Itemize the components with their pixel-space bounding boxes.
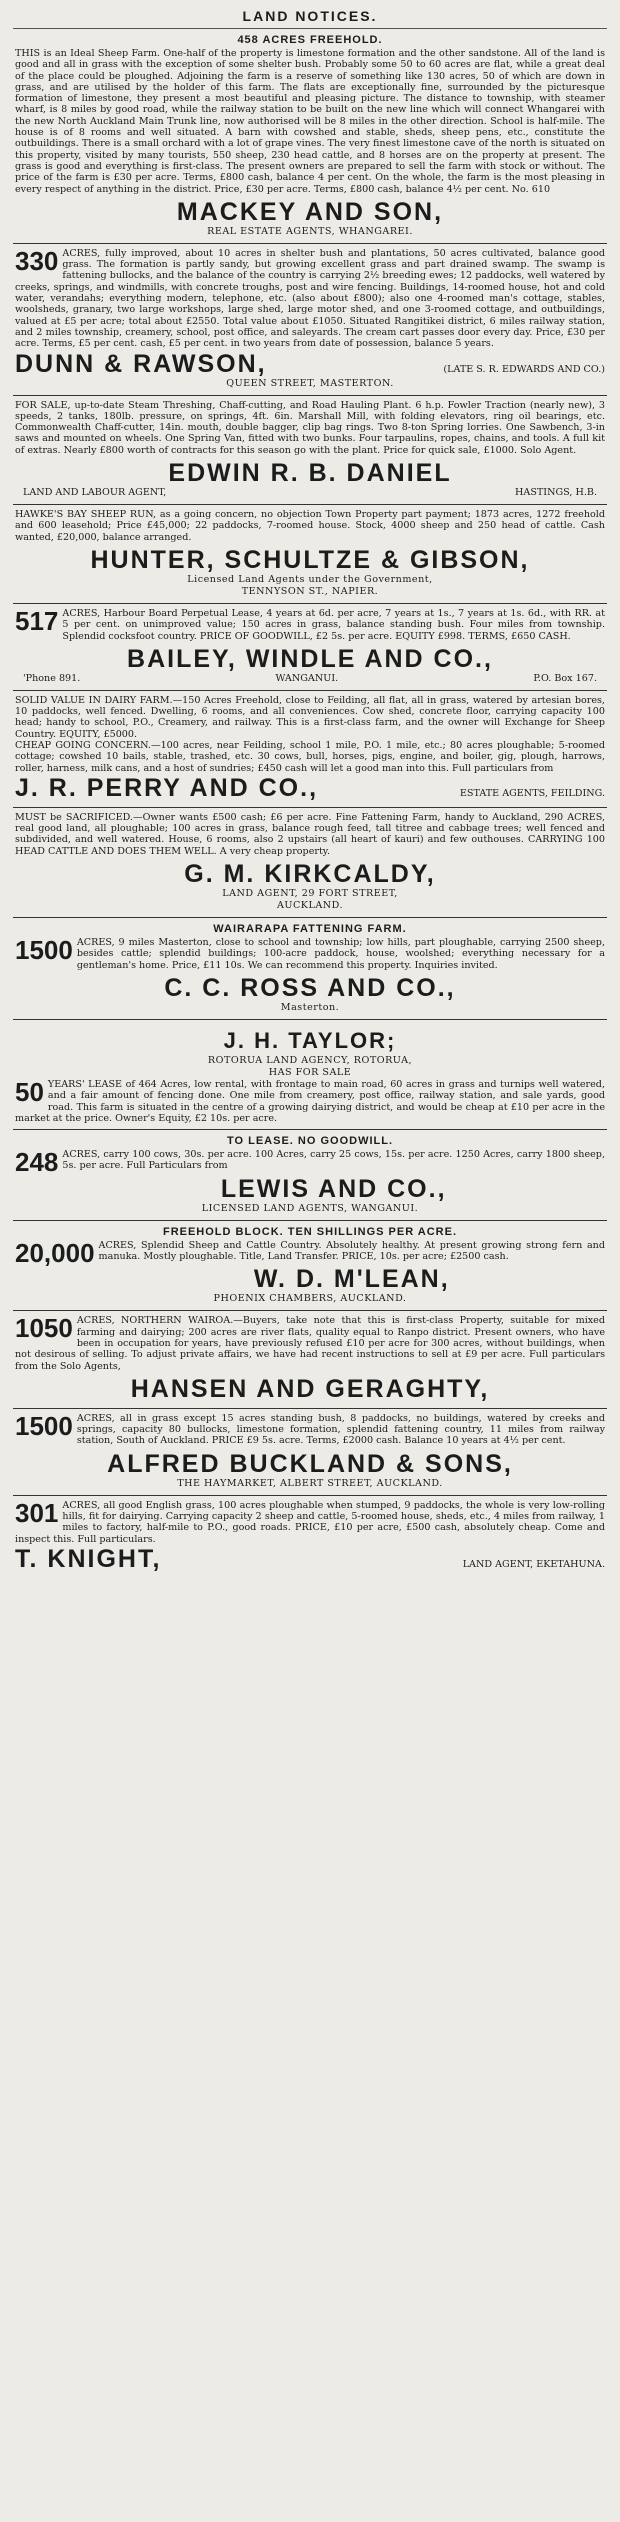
ad-subheading: FREEHOLD BLOCK. TEN SHILLINGS PER ACRE. — [162, 1225, 458, 1238]
agent-note: (LATE S. R. EDWARDS AND CO.) — [443, 363, 605, 375]
acreage-figure: 1050 — [15, 1313, 73, 1344]
land-ad — [13, 1130, 607, 1221]
land-ad — [13, 918, 607, 1020]
acreage-figure: 330 — [15, 245, 59, 276]
agent-box: P.O. Box 167. — [533, 672, 597, 684]
agent-name: LEWIS AND CO., — [220, 1174, 447, 1203]
agent-name: J. R. PERRY AND CO., — [15, 773, 319, 802]
ad-subheading: TO LEASE. NO GOODWILL. — [226, 1135, 394, 1148]
ad-body: ACRES, fully improved, about 10 acres in shelter bush and plantations, 50 acres cultivated, balance good grass. The formation is partly sandy, but growing excellent grass and part drained swamp. The swamp is fattening bullocks, and the balance of the country is carrying 2½ breeding ewes; 12 paddocks, well watered by creeks, springs, and windmills, with concrete troughs, post and wire fencing. Buildings, 14-roomed house, hot and cold water, verandahs; everything modern, telephone, etc. (also about £800); also one 4-roomed man's cottage, stables, woolsheds, granary, two large workshops, large shed, large motor shed, and one 3-roomed cottage, and outbuildings, valued at £5 per acre; total about £2550. Total value about £1050. Situated Rangitikei district, 6 miles railway station, and 2 miles township, creamery, school, post office, and saleyards. The cream cart passes door every day. Price, £30 per acre. Terms, £5 per cent. cash, £5 per cent. in two years from date of possession, balance 5 years. — [15, 247, 605, 350]
ad-body: ACRES, Splendid Sheep and Cattle Country. Absolutely healthy. At present growing strong fern and manuka. Mostly ploughable. Title, Land Transfer. PRICE, 10s. per acre; £2500 cash. — [98, 1239, 605, 1263]
land-ad — [13, 505, 607, 604]
land-ad — [13, 1409, 607, 1496]
agent-address: PHOENIX CHAMBERS, AUCKLAND. — [213, 1293, 407, 1305]
agent-name: DUNN & RAWSON, — [15, 349, 267, 378]
agent-name: HUNTER, SCHULTZE & GIBSON, — [90, 545, 530, 574]
acreage-figure: 20,000 — [15, 1237, 95, 1268]
acreage-figure: 301 — [15, 1497, 59, 1528]
agent-address: REAL ESTATE AGENTS, WHANGAREI. — [207, 225, 413, 237]
agent-location: HASTINGS, H.B. — [515, 487, 597, 499]
agent-license: Licensed Land Agents under the Government, — [187, 573, 433, 585]
acreage-figure: 248 — [15, 1147, 59, 1178]
ad-subheading: 458 ACRES FREEHOLD. — [237, 34, 383, 46]
land-ad — [13, 808, 607, 918]
newspaper-page — [9, 0, 611, 1578]
ad-body: THIS is an Ideal Sheep Farm. One-half of the property is limestone formation and the other sandstone. All of the land is good and all in grass with the exception of some shelter bush. Probably some 50 to 60 acres are flat, while a great deal of the place could be ploughed. Adjoining the farm is a reserve of something like 130 acres, 50 of which are down in grass, and are utilised by the holder of this farm. The flats are exceptionally fine, surrounded by the picturesque formation of limestone, they present a most beautiful and pleasing picture. The distance to township, with steamer wharf, is 8 miles by good road, while the railway station to be built on the new line which will connect Whangarei with the new North Auckland Main Trunk line, now authorised will be 8 miles in the other direction. School is half-mile. The house is of 8 rooms and well situated. A barn with cowshed and stable, sheds, sheep pens, etc., constitute the outbuildings. There is a small orchard with a lot of grape vines. The very finest limestone cave of the north is situated on this property, visited by many tourists, 550 sheep, 230 head cattle, and 8 horses are on the property at present. The grass is good and everything is first-class. The present owners are prepared to sell the farm with stock or without. The price of the farm is £30 per acre. Terms, £800 cash, balance 4 per cent. On the whole, the farm is the most pleasing in every respect of anything in the district. Price, £30 per acre. Terms, £800 cash, balance 4½ per cent. No. 610 — [15, 48, 605, 195]
land-ad — [13, 1311, 607, 1408]
ad-body: SOLID VALUE IN DAIRY FARM.—150 Acres Freehold, close to Feilding, all flat, all in grass, watered by artesian bores, 10 paddocks, well fenced. Dwelling, 6 rooms, and all conveniences. Cow shed, concrete floor, carrying capacity 100 head; handy to school, P.O., Creamery, and railway. This is a first-class farm, and the owner will Exchange for Sheep Country. EQUITY, £5000. — [15, 694, 605, 740]
land-ad — [13, 396, 607, 505]
agent-address: LAND AGENT, 29 FORT STREET, — [222, 888, 398, 900]
land-ad — [13, 1496, 607, 1578]
agent-name: W. D. M'LEAN, — [253, 1265, 450, 1294]
ad-body: ACRES, Harbour Board Perpetual Lease, 4 years at 6d. per acre, 7 years at 1s., 7 years at 1s. 6d., with RR. at 5 per cent. on unimproved value; 150 acres in grass, balance standing bush. Four miles from township. Splendid cocksfoot country. PRICE OF GOODWILL, £2 5s. per acre. EQUITY £998. TERMS, £650 CASH. — [62, 607, 605, 642]
agent-tagline: HAS FOR SALE — [268, 1066, 352, 1078]
land-ad — [13, 1020, 607, 1130]
ad-body: ACRES, carry 100 cows, 30s. per acre. 100 Acres, carry 25 cows, 15s. per acre. 1250 Acres, carry 1800 sheep, 5s. per acre. Full Particulars from — [62, 1149, 605, 1172]
land-ad — [13, 244, 607, 396]
ad-body: HAWKE'S BAY SHEEP RUN, as a going concern, no objection Town Property part payment; 1873 acres, 1272 freehold and 600 leasehold; Price £45,000; 22 paddocks, 7-roomed house. Stock, 4000 sheep and 250 head of cattle. Cash wanted, £20,000, balance arranged. — [15, 509, 605, 543]
agent-name: BAILEY, WINDLE AND CO., — [127, 644, 493, 673]
agent-name: EDWIN R. B. DANIEL — [168, 459, 452, 488]
agent-address: THE HAYMARKET, ALBERT STREET, AUCKLAND. — [177, 1477, 443, 1489]
agent-address: QUEEN STREET, MASTERTON. — [226, 377, 394, 389]
agent-name: MACKEY AND SON, — [176, 197, 444, 226]
ad-body-second: CHEAP GOING CONCERN.—100 acres, near Feilding, school 1 mile, P.O. 1 mile, etc.; 80 acres ploughable; 5-roomed cottage; cowshed 10 bails, stable, trashed, etc. 30 cows, bull, horses, pigs, engine, and boiler, gig, plough, harrows, roller, harness, milk cans, and a host of sundries; £450 cash will let a good man into this. Full particulars from — [15, 739, 605, 774]
ad-body: ACRES, all good English grass, 100 acres ploughable when stumped, 9 paddocks, the whole is very low-rolling hills, fit for dairying. Carrying capacity 2 sheep and cattle, 5-roomed house, sheds, etc., 4 miles from railway, 1 miles to factory, half-mile to P.O., good roads. PRICE, £10 per acre, £500 cash, absolutely cheap. Come and inspect this. Full particulars. — [15, 1499, 605, 1545]
ad-body: ACRES, 9 miles Masterton, close to school and township; low hills, part ploughable, carrying 2500 sheep, besides cattle; splendid buildings; 100-acre paddock, house, woolshed; everything necessary for a gentleman's home. Price, £11 10s. We can recommend this property. Inquiries invited. — [76, 937, 605, 971]
agent-address: ROTORUA LAND AGENCY, ROTORUA, — [207, 1054, 413, 1066]
agent-name: ALFRED BUCKLAND & SONS, — [107, 1449, 513, 1478]
agent-name: C. C. ROSS AND CO., — [164, 973, 456, 1002]
agent-name: G. M. KIRKCALDY, — [184, 860, 436, 889]
agent-title: LAND AND LABOUR AGENT, — [23, 487, 167, 499]
agent-city: AUCKLAND. — [276, 900, 344, 912]
agent-name: J. H. TAYLOR; — [223, 1027, 397, 1053]
agent-name: HANSEN AND GERAGHTY, — [130, 1374, 490, 1403]
ad-body: MUST be SACRIFICED.—Owner wants £500 cash; £6 per acre. Fine Fattening Farm, handy to Auckland, 290 ACRES, real good land, all ploughable; 100 acres in grass, balance rough feed, tall titree and cabbage trees; well fenced and subdivided, and well watered. House, 6 rooms, also 2 upstairs (all heart of kauri) and few outhouses. CARRYING 100 HEAD CATTLE AND DOES THEM WELL. A very cheap property. — [15, 811, 605, 857]
land-ad — [13, 691, 607, 808]
land-ad — [13, 29, 607, 244]
land-ad — [13, 604, 607, 691]
acreage-figure: 517 — [15, 605, 59, 636]
section-header: LAND NOTICES. — [13, 6, 607, 29]
acreage-figure: 1500 — [15, 935, 73, 966]
ad-body: ACRES, all in grass except 15 acres standing bush, 8 paddocks, no buildings, watered by creeks and springs, capacity 80 bullocks, limestone formation, splendid fattening country, 11 miles from railway station, South of Auckland. PRICE £9 5s. acre. Terms, £2000 cash. Balance 10 years at 4½ per cent. — [76, 1412, 605, 1447]
ad-body: YEARS' LEASE of 464 Acres, low rental, with frontage to main road, 60 acres in grass and turnips well watered, and a fair amount of fencing done. One mile from creamery, post office, railway station, and sale yards, good road. This farm is situated in the centre of a growing dairying district, and would be cheap at £10 per acre in the market at the price. Owner's Equity, £2 10s. per acre. — [15, 1078, 605, 1124]
ad-subheading: WAIRARAPA FATTENING FARM. — [213, 923, 407, 936]
agent-name: T. KNIGHT, — [15, 1544, 162, 1573]
agent-note: LAND AGENT, EKETAHUNA. — [462, 1558, 605, 1570]
acreage-figure: 50 — [15, 1076, 44, 1107]
agent-address: TENNYSON ST., NAPIER. — [241, 585, 379, 597]
ad-body: FOR SALE, up-to-date Steam Threshing, Chaff-cutting, and Road Hauling Plant. 6 h.p. Fowler Traction (nearly new), 3 speeds, 2 tanks, 180lb. pressure, on springs, 4ft. 6in. Marshall Mill, with folding elevators, ring oil bearings, etc. Commonwealth Chaff-cutter, 14in. mouth, double bagger, clip bag rings. Two 8-ton Spring lorries. One Sawbench, 3-in saws and mounted on wheels. One Spring Van, fitted with two bunks. Four tarpaulins, ropes, chains, and tools. A full kit of extras. Nearly £800 worth of contracts for this season go with the plant. Price for quick sale, £1000. Solo Agent. — [15, 399, 605, 456]
acreage-figure: 1500 — [15, 1410, 73, 1441]
agent-address: LICENSED LAND AGENTS, WANGANUI. — [201, 1202, 419, 1214]
ad-body: ACRES, NORTHERN WAIROA.—Buyers, take note that this is first-class Property, suitable for mixed farming and dairying; 200 acres are river flats, quality equal to Ranpo district. Present owners, who have been in occupation for years, have previously refused £10 per acre for 300 acres, without buildings, when not desirous of selling. To adjust private affairs, we have had recent instructions to sell at £9 per acre. Full particulars from the Solo Agents, — [15, 1315, 605, 1372]
agent-location: WANGANUI. — [275, 672, 339, 684]
agent-note: ESTATE AGENTS, FEILDING. — [459, 787, 605, 799]
agent-address: Masterton. — [280, 1001, 340, 1013]
agent-phone: 'Phone 891. — [23, 672, 81, 684]
land-ad — [13, 1221, 607, 1312]
